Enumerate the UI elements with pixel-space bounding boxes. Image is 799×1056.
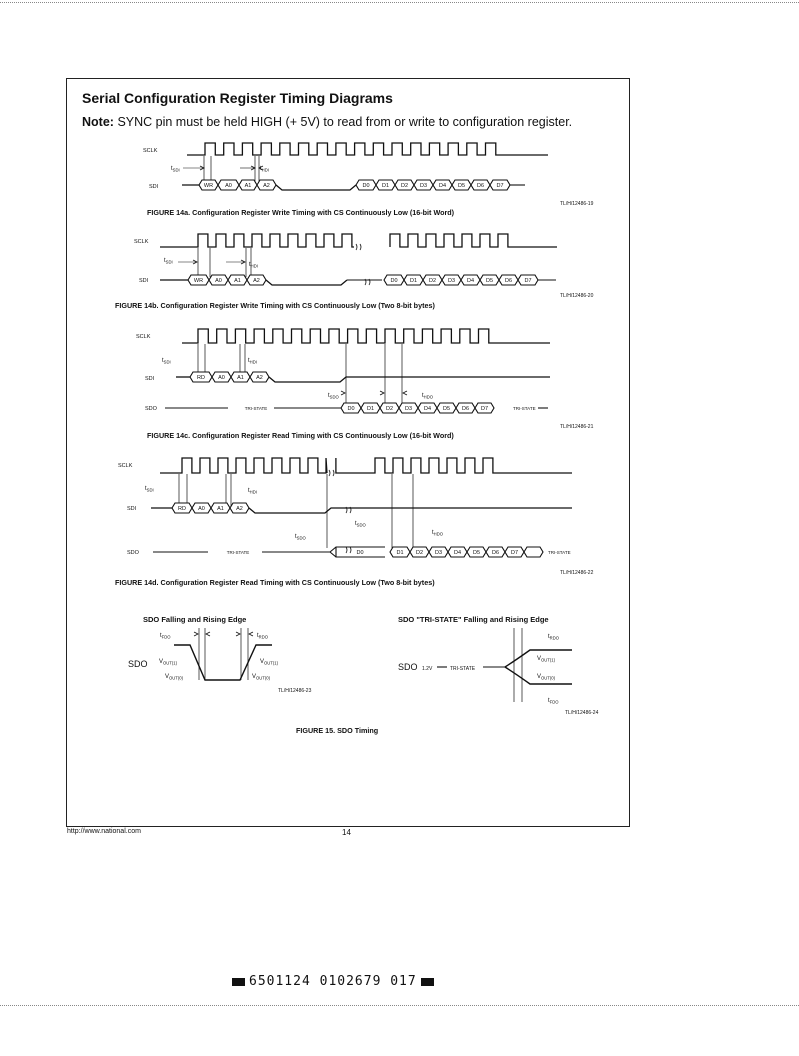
- fig14d-tri-state-2: TRI-STATE: [548, 550, 571, 555]
- fig14d-d3: D3: [434, 550, 443, 556]
- fig14a-a2: A2: [263, 183, 270, 189]
- fig14c-thdo: $t_{HDO}$: [422, 393, 433, 400]
- fig14a-d7: D7: [496, 183, 504, 189]
- fig14c-a2: A2: [256, 375, 263, 381]
- fig14c-sdi-tail: [269, 377, 550, 382]
- fig15-left-trdo: $t_{RDO}$: [257, 633, 268, 640]
- fig14d-sclk-wave: [160, 458, 327, 473]
- fig14b-a1: A1: [234, 278, 241, 284]
- fig15-right-vout0: $V_{OUT(0)}$: [537, 674, 555, 681]
- fig14a-d3: D3: [419, 183, 428, 189]
- fig14c-d7: D7: [480, 406, 489, 412]
- fig15-caption: FIGURE 15. SDO Timing: [296, 726, 379, 735]
- fig14c-d6: D6: [461, 406, 470, 412]
- fig15-left-vout1: $V_{OUT(1)}$: [159, 659, 177, 666]
- fig14b-sclk-wave-break: [356, 244, 361, 250]
- fig14b-sclk-wave: [390, 234, 557, 247]
- barcode-text: 6501124 0102679 017: [249, 974, 417, 989]
- fig14c-tsdo: $t_{SDO}$: [328, 393, 339, 400]
- fig14a-thdi: $t_{HDI}$: [260, 166, 269, 173]
- fig14b-d3: D3: [447, 278, 456, 284]
- fig15-left-tfdo: $t_{FDO}$: [160, 633, 171, 640]
- fig14d-thdi: $t_{HDI}$: [248, 488, 257, 495]
- fig15-left-sdo-label: SDO: [128, 659, 148, 669]
- fig14c-sdi-label: SDI: [145, 376, 155, 382]
- fig15-left-arrow3: [236, 632, 240, 636]
- footer-url: http://www.national.com: [67, 828, 141, 835]
- fig14d-a1: A1: [217, 506, 224, 512]
- fig14a-d5: D5: [457, 183, 466, 189]
- page-number: 14: [342, 828, 351, 837]
- fig14a-a0: A0: [225, 183, 232, 189]
- fig15-left-vout0: $V_{OUT(0)}$: [165, 674, 183, 681]
- fig15-right-v12: 1.2V: [422, 666, 433, 672]
- fig15-right-title: SDO "TRI-STATE" Falling and Rising Edge: [398, 615, 549, 624]
- fig14c-d3: D3: [404, 406, 413, 412]
- fig14b-a0: A0: [215, 278, 222, 284]
- fig14a-d4: D4: [438, 183, 447, 189]
- fig14a-a1: A1: [244, 183, 252, 189]
- fig14b-d6: D6: [504, 278, 513, 284]
- fig14a-sdi-low: [276, 185, 356, 190]
- fig14c-tri-state-1: TRI-STATE: [244, 406, 268, 411]
- fig14d-sdo-break: [346, 547, 351, 553]
- fig15-right-tfdo: $t_{FDO}$: [548, 698, 559, 705]
- fig14a-d2: D2: [400, 183, 409, 189]
- fig14d-tri-state-1: TRI-STATE: [226, 550, 250, 555]
- fig14c-d4: D4: [423, 406, 432, 412]
- fig14b-wr: WR: [193, 278, 204, 284]
- fig14c-thdo-arrow: [380, 391, 384, 395]
- fig14d-a2: A2: [236, 506, 243, 512]
- fig14d-sclk-wave: [336, 458, 572, 473]
- fig14b-tsdi: $t_{SDI}$: [164, 258, 173, 265]
- fig14d-tsdo2: $t_{SDO}$: [355, 521, 366, 528]
- fig14b-sclk-wave: [160, 234, 354, 247]
- fig14a-wr: WR: [203, 183, 214, 189]
- fig14d-d1: D1: [396, 550, 404, 556]
- fig14d-caption: FIGURE 14d. Configuration Register Read Timing with CS Continuously Low (Two 8-bit bytes): [115, 578, 435, 587]
- fig14b-ref: TL/H/12486-20: [560, 293, 594, 299]
- fig14b-d1: D1: [409, 278, 418, 284]
- fig15-left-arrow4: [249, 632, 253, 636]
- fig14b-sclk-label: SCLK: [134, 239, 149, 245]
- fig14b-sdi-low: [266, 280, 347, 285]
- fig14a-d1: D1: [381, 183, 390, 189]
- fig15-right-sdo-label: SDO: [398, 662, 418, 672]
- fig14d-d0: D0: [356, 550, 364, 556]
- fig14a-sdi-label: SDI: [149, 184, 159, 190]
- fig14c-d0: D0: [347, 406, 355, 412]
- fig14a-sclk-label: SCLK: [143, 148, 158, 154]
- fig14c-thdi: $t_{HDI}$: [248, 358, 257, 365]
- fig14a-tsdi: $t_{SDI}$: [171, 166, 180, 173]
- fig14b-a2: A2: [253, 278, 260, 284]
- fig14d-sdi-tail: [249, 508, 572, 513]
- fig14d-d6: D6: [491, 550, 500, 556]
- fig15-left-title: SDO Falling and Rising Edge: [143, 615, 247, 624]
- fig14c-d2: D2: [385, 406, 394, 412]
- fig15-left-vout1-r: $V_{OUT(1)}$: [260, 659, 278, 666]
- fig15-left-ref: TL/H/12486-23: [278, 688, 312, 694]
- fig14c-sdo-label: SDO: [145, 406, 157, 412]
- fig14b-thdi: $t_{HDI}$: [249, 262, 258, 269]
- fig14b-d0: D0: [390, 278, 398, 284]
- fig15-right-tri-state: TRI-STATE: [450, 666, 476, 672]
- fig14d-thdo: $t_{HDO}$: [432, 530, 443, 537]
- fig14b-d7: D7: [524, 278, 532, 284]
- fig14c-a1: A1: [237, 375, 244, 381]
- fig14d-a0: A0: [198, 506, 205, 512]
- fig14a-sclk-wave: [187, 143, 548, 155]
- fig14a-d6: D6: [476, 183, 485, 189]
- fig14d-rd: RD: [178, 506, 186, 512]
- fig14d-d4: D4: [453, 550, 462, 556]
- fig14d-sdi-label: SDI: [127, 506, 137, 512]
- fig14c-sclk-label: SCLK: [136, 334, 151, 340]
- fig14c-ref: TL/H/12486-21: [560, 424, 594, 430]
- fig14d-tsdo: $t_{SDO}$: [295, 534, 306, 541]
- fig15-left-vout0-r: $V_{OUT(0)}$: [252, 674, 270, 681]
- note-text: SYNC pin must be held HIGH (+ 5V) to read from or write to configuration register.: [117, 115, 573, 129]
- fig14b-d2: D2: [428, 278, 437, 284]
- fig14c-tri-state-2: TRI-STATE: [513, 406, 536, 411]
- fig15-right-vout1: $V_{OUT(1)}$: [537, 656, 555, 663]
- page-title: Serial Configuration Register Timing Diagrams: [82, 90, 393, 106]
- note-label: Note:: [82, 115, 114, 129]
- fig14b-d4: D4: [466, 278, 475, 284]
- fig15-right-ref: TL/H/12486-24: [565, 710, 599, 716]
- fig15-left-arrow1: [194, 632, 198, 636]
- fig14c-caption: FIGURE 14c. Configuration Register Read Timing with CS Continuously Low (16-bit Word): [147, 431, 454, 440]
- fig14a-d0: D0: [362, 183, 370, 189]
- fig14d-d7: D7: [510, 550, 519, 556]
- fig14d-d5: D5: [472, 550, 481, 556]
- fig15-left-arrow2: [206, 632, 210, 636]
- fig14d-sdo-label: SDO: [127, 550, 139, 556]
- fig14b-caption: FIGURE 14b. Configuration Register Write Timing with CS Continuously Low (Two 8-bit bytes): [115, 301, 435, 310]
- fig14a-caption: FIGURE 14a. Configuration Register Write Timing with CS Continuously Low (16-bit Word): [147, 208, 455, 217]
- fig14c-sclk-wave: [182, 329, 550, 343]
- fig14c-tsdi: $t_{SDI}$: [162, 358, 171, 365]
- fig14c-thdo-arrow2: [403, 391, 407, 395]
- fig14b-sdi-label: SDI: [139, 278, 149, 284]
- fig14d-sclk-wave-break: [329, 470, 334, 476]
- fig14c-tsdo-arrow: [341, 391, 345, 395]
- fig15-right-trdo: $t_{RDO}$: [548, 634, 559, 641]
- fig14d-d2: D2: [415, 550, 424, 556]
- fig14d-tsdi: $t_{SDI}$: [145, 486, 154, 493]
- fig14d-sclk-label: SCLK: [118, 463, 133, 469]
- fig14c-d5: D5: [442, 406, 451, 412]
- fig14d-ref: TL/H/12486-22: [560, 570, 594, 576]
- fig14c-a0: A0: [218, 375, 225, 381]
- fig14c-d1: D1: [366, 406, 375, 412]
- fig14c-rd: RD: [197, 375, 205, 381]
- fig14b-d5: D5: [485, 278, 494, 284]
- fig14a-ref: TL/H/12486-19: [560, 201, 594, 207]
- fig14d-pad-cell: [524, 547, 543, 557]
